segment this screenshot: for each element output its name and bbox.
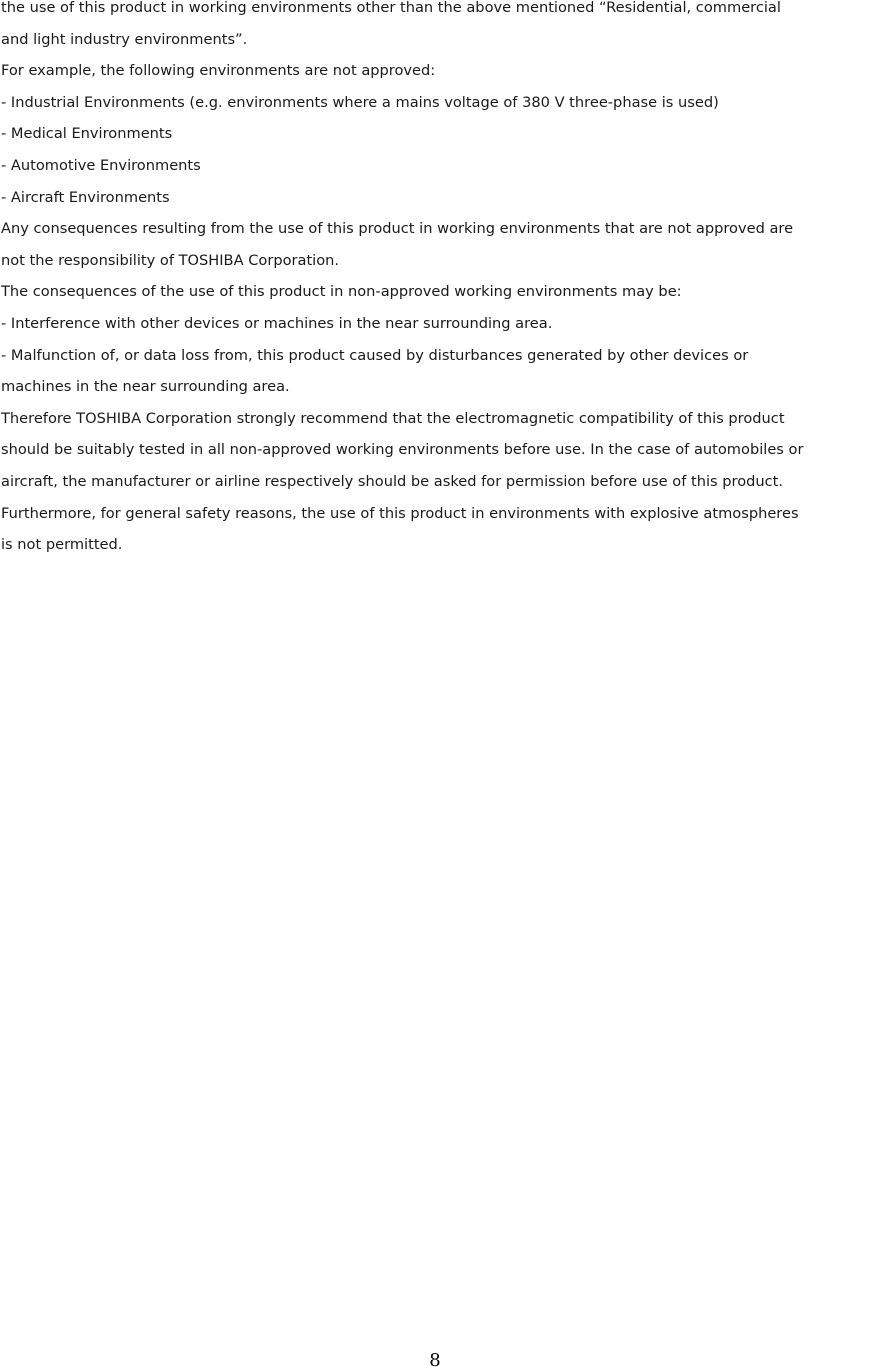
list-item: - Malfunction of, or data loss from, this product caused by disturbances generated by other devices or (1, 346, 749, 364)
text-line: aircraft, the manufacturer or airline respectively should be asked for permission before use of this product. (1, 472, 784, 490)
text-line: should be suitably tested in all non-approved working environments before use. In the case of automobiles or (1, 441, 804, 459)
text-line: For example, the following environments are not approved: (1, 62, 436, 80)
text-line: Any consequences resulting from the use of this product in working environments that are not approved are (1, 220, 794, 238)
document-body (1, 0, 870, 561)
list-item: - Medical Environments (1, 125, 173, 143)
text-line: Furthermore, for general safety reasons, the use of this product in environments with explosive atmospheres (1, 504, 799, 522)
list-item: - Industrial Environments (e.g. environments where a mains voltage of 380 V three-phase is used) (1, 93, 719, 111)
text-line: The consequences of the use of this product in non-approved working environments may be: (1, 283, 682, 301)
list-item: - Aircraft Environments (1, 188, 170, 206)
list-item: - Automotive Environments (1, 156, 201, 174)
text-line: and light industry environments”. (1, 30, 248, 48)
text-line: the use of this product in working environments other than the above mentioned “Residential, commercial (1, 0, 781, 16)
text-line: Therefore TOSHIBA Corporation strongly recommend that the electromagnetic compatibility of this product (1, 409, 785, 427)
list-item: - Interference with other devices or machines in the near surrounding area. (1, 314, 553, 332)
text-line: not the responsibility of TOSHIBA Corporation. (1, 251, 340, 269)
page-number: 8 (429, 1350, 441, 1371)
text-line: is not permitted. (1, 536, 123, 554)
text-line: machines in the near surrounding area. (1, 378, 290, 396)
